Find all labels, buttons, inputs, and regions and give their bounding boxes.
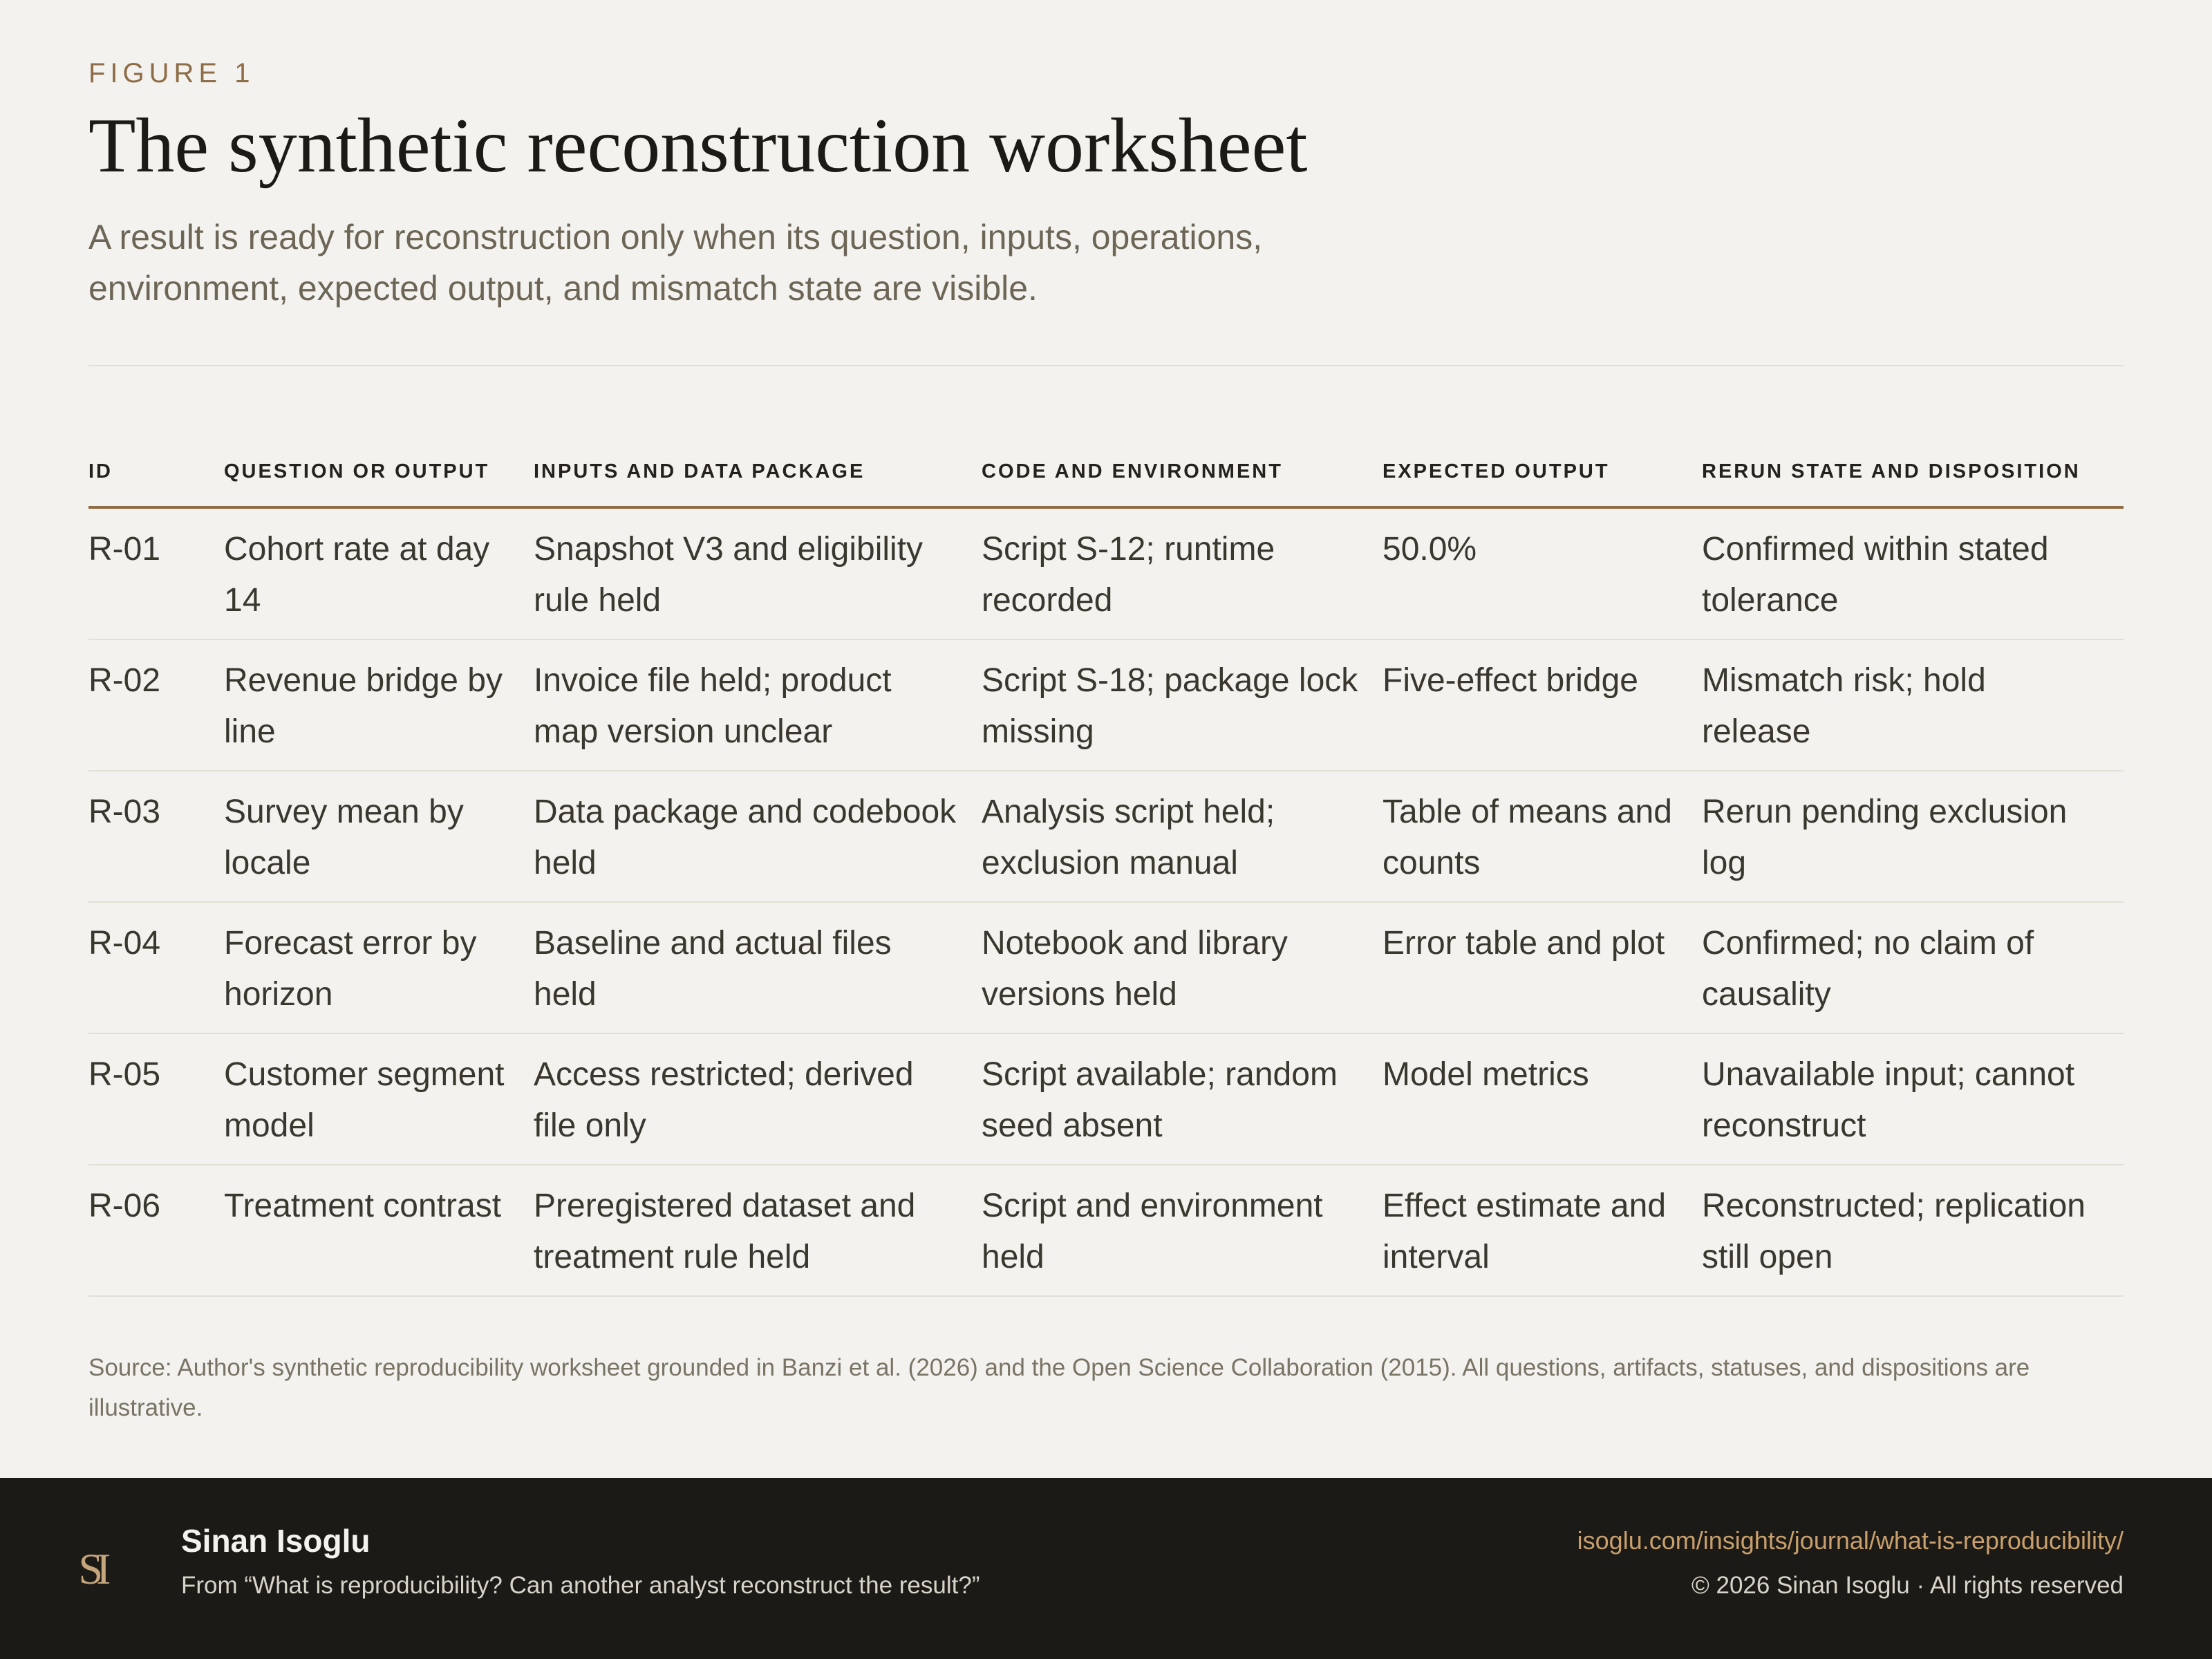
cell-question: Customer segment model	[224, 1033, 534, 1165]
cell-expected-output: Effect estimate and interval	[1382, 1165, 1702, 1296]
author-name: Sinan Isoglu	[181, 1523, 371, 1559]
table-row	[88, 1165, 2124, 1296]
footer	[0, 1478, 2212, 1659]
table-header-row	[88, 456, 2124, 507]
column-header-code: CODE AND ENVIRONMENT	[982, 456, 1382, 507]
cell-rerun-state: Confirmed within stated tolerance	[1702, 507, 2124, 639]
cell-rerun-state: Mismatch risk; hold release	[1702, 639, 2124, 771]
cell-inputs: Data package and codebook held	[534, 771, 982, 902]
cell-question: Forecast error by horizon	[224, 902, 534, 1033]
copyright-notice: © 2026 Sinan Isoglu · All rights reserved	[1691, 1572, 2124, 1599]
article-link[interactable]: isoglu.com/insights/journal/what-is-reproducibility/	[1577, 1526, 2124, 1555]
table-row	[88, 507, 2124, 639]
cell-id: R-06	[88, 1165, 224, 1296]
cell-id: R-03	[88, 771, 224, 902]
cell-code: Script S-12; runtime recorded	[982, 507, 1382, 639]
monogram-logo: SI	[78, 1544, 104, 1593]
cell-question: Survey mean by locale	[224, 771, 534, 902]
table-row	[88, 639, 2124, 771]
cell-code: Script available; random seed absent	[982, 1033, 1382, 1165]
source-note: Source: Author's synthetic reproducibility worksheet grounded in Banzi et al. (2026) and the Open Science Collaboration (2015). All questions, artifacts, statuses, and dispositions are illustrative.	[88, 1354, 2030, 1421]
cell-expected-output: 50.0%	[1382, 507, 1702, 639]
figure-title: The synthetic reconstruction worksheet	[88, 103, 1308, 189]
cell-expected-output: Model metrics	[1382, 1033, 1702, 1165]
reconstruction-worksheet-table	[88, 456, 2124, 1297]
divider	[88, 365, 2124, 366]
cell-code: Script S-18; package lock missing	[982, 639, 1382, 771]
column-header-id: ID	[88, 456, 224, 507]
cell-question: Revenue bridge by line	[224, 639, 534, 771]
table-row	[88, 1033, 2124, 1165]
cell-code: Notebook and library versions held	[982, 902, 1382, 1033]
column-header-question: QUESTION OR OUTPUT	[224, 456, 534, 507]
column-header-inputs: INPUTS AND DATA PACKAGE	[534, 456, 982, 507]
cell-inputs: Preregistered dataset and treatment rule held	[534, 1165, 982, 1296]
cell-code: Script and environment held	[982, 1165, 1382, 1296]
figure-subtitle: A result is ready for reconstruction only when its question, inputs, operations, environment, expected output, and mismatch state are visible.	[88, 218, 1263, 308]
cell-rerun-state: Confirmed; no claim of causality	[1702, 902, 2124, 1033]
cell-id: R-02	[88, 639, 224, 771]
cell-inputs: Invoice file held; product map version unclear	[534, 639, 982, 771]
cell-code: Analysis script held; exclusion manual	[982, 771, 1382, 902]
cell-inputs: Snapshot V3 and eligibility rule held	[534, 507, 982, 639]
table-row	[88, 771, 2124, 902]
cell-rerun-state: Rerun pending exclusion log	[1702, 771, 2124, 902]
cell-id: R-05	[88, 1033, 224, 1165]
cell-id: R-01	[88, 507, 224, 639]
cell-inputs: Baseline and actual files held	[534, 902, 982, 1033]
cell-rerun-state: Reconstructed; replication still open	[1702, 1165, 2124, 1296]
cell-question: Treatment contrast	[224, 1165, 534, 1296]
cell-id: R-04	[88, 902, 224, 1033]
cell-expected-output: Error table and plot	[1382, 902, 1702, 1033]
figure-eyebrow: FIGURE 1	[88, 58, 255, 88]
cell-expected-output: Table of means and counts	[1382, 771, 1702, 902]
cell-question: Cohort rate at day 14	[224, 507, 534, 639]
table-row	[88, 902, 2124, 1033]
cell-inputs: Access restricted; derived file only	[534, 1033, 982, 1165]
cell-rerun-state: Unavailable input; cannot reconstruct	[1702, 1033, 2124, 1165]
column-header-expected-output: EXPECTED OUTPUT	[1382, 456, 1702, 507]
cell-expected-output: Five-effect bridge	[1382, 639, 1702, 771]
article-reference: From “What is reproducibility? Can another analyst reconstruct the result?”	[181, 1572, 980, 1599]
column-header-rerun-state: RERUN STATE AND DISPOSITION	[1702, 456, 2124, 507]
